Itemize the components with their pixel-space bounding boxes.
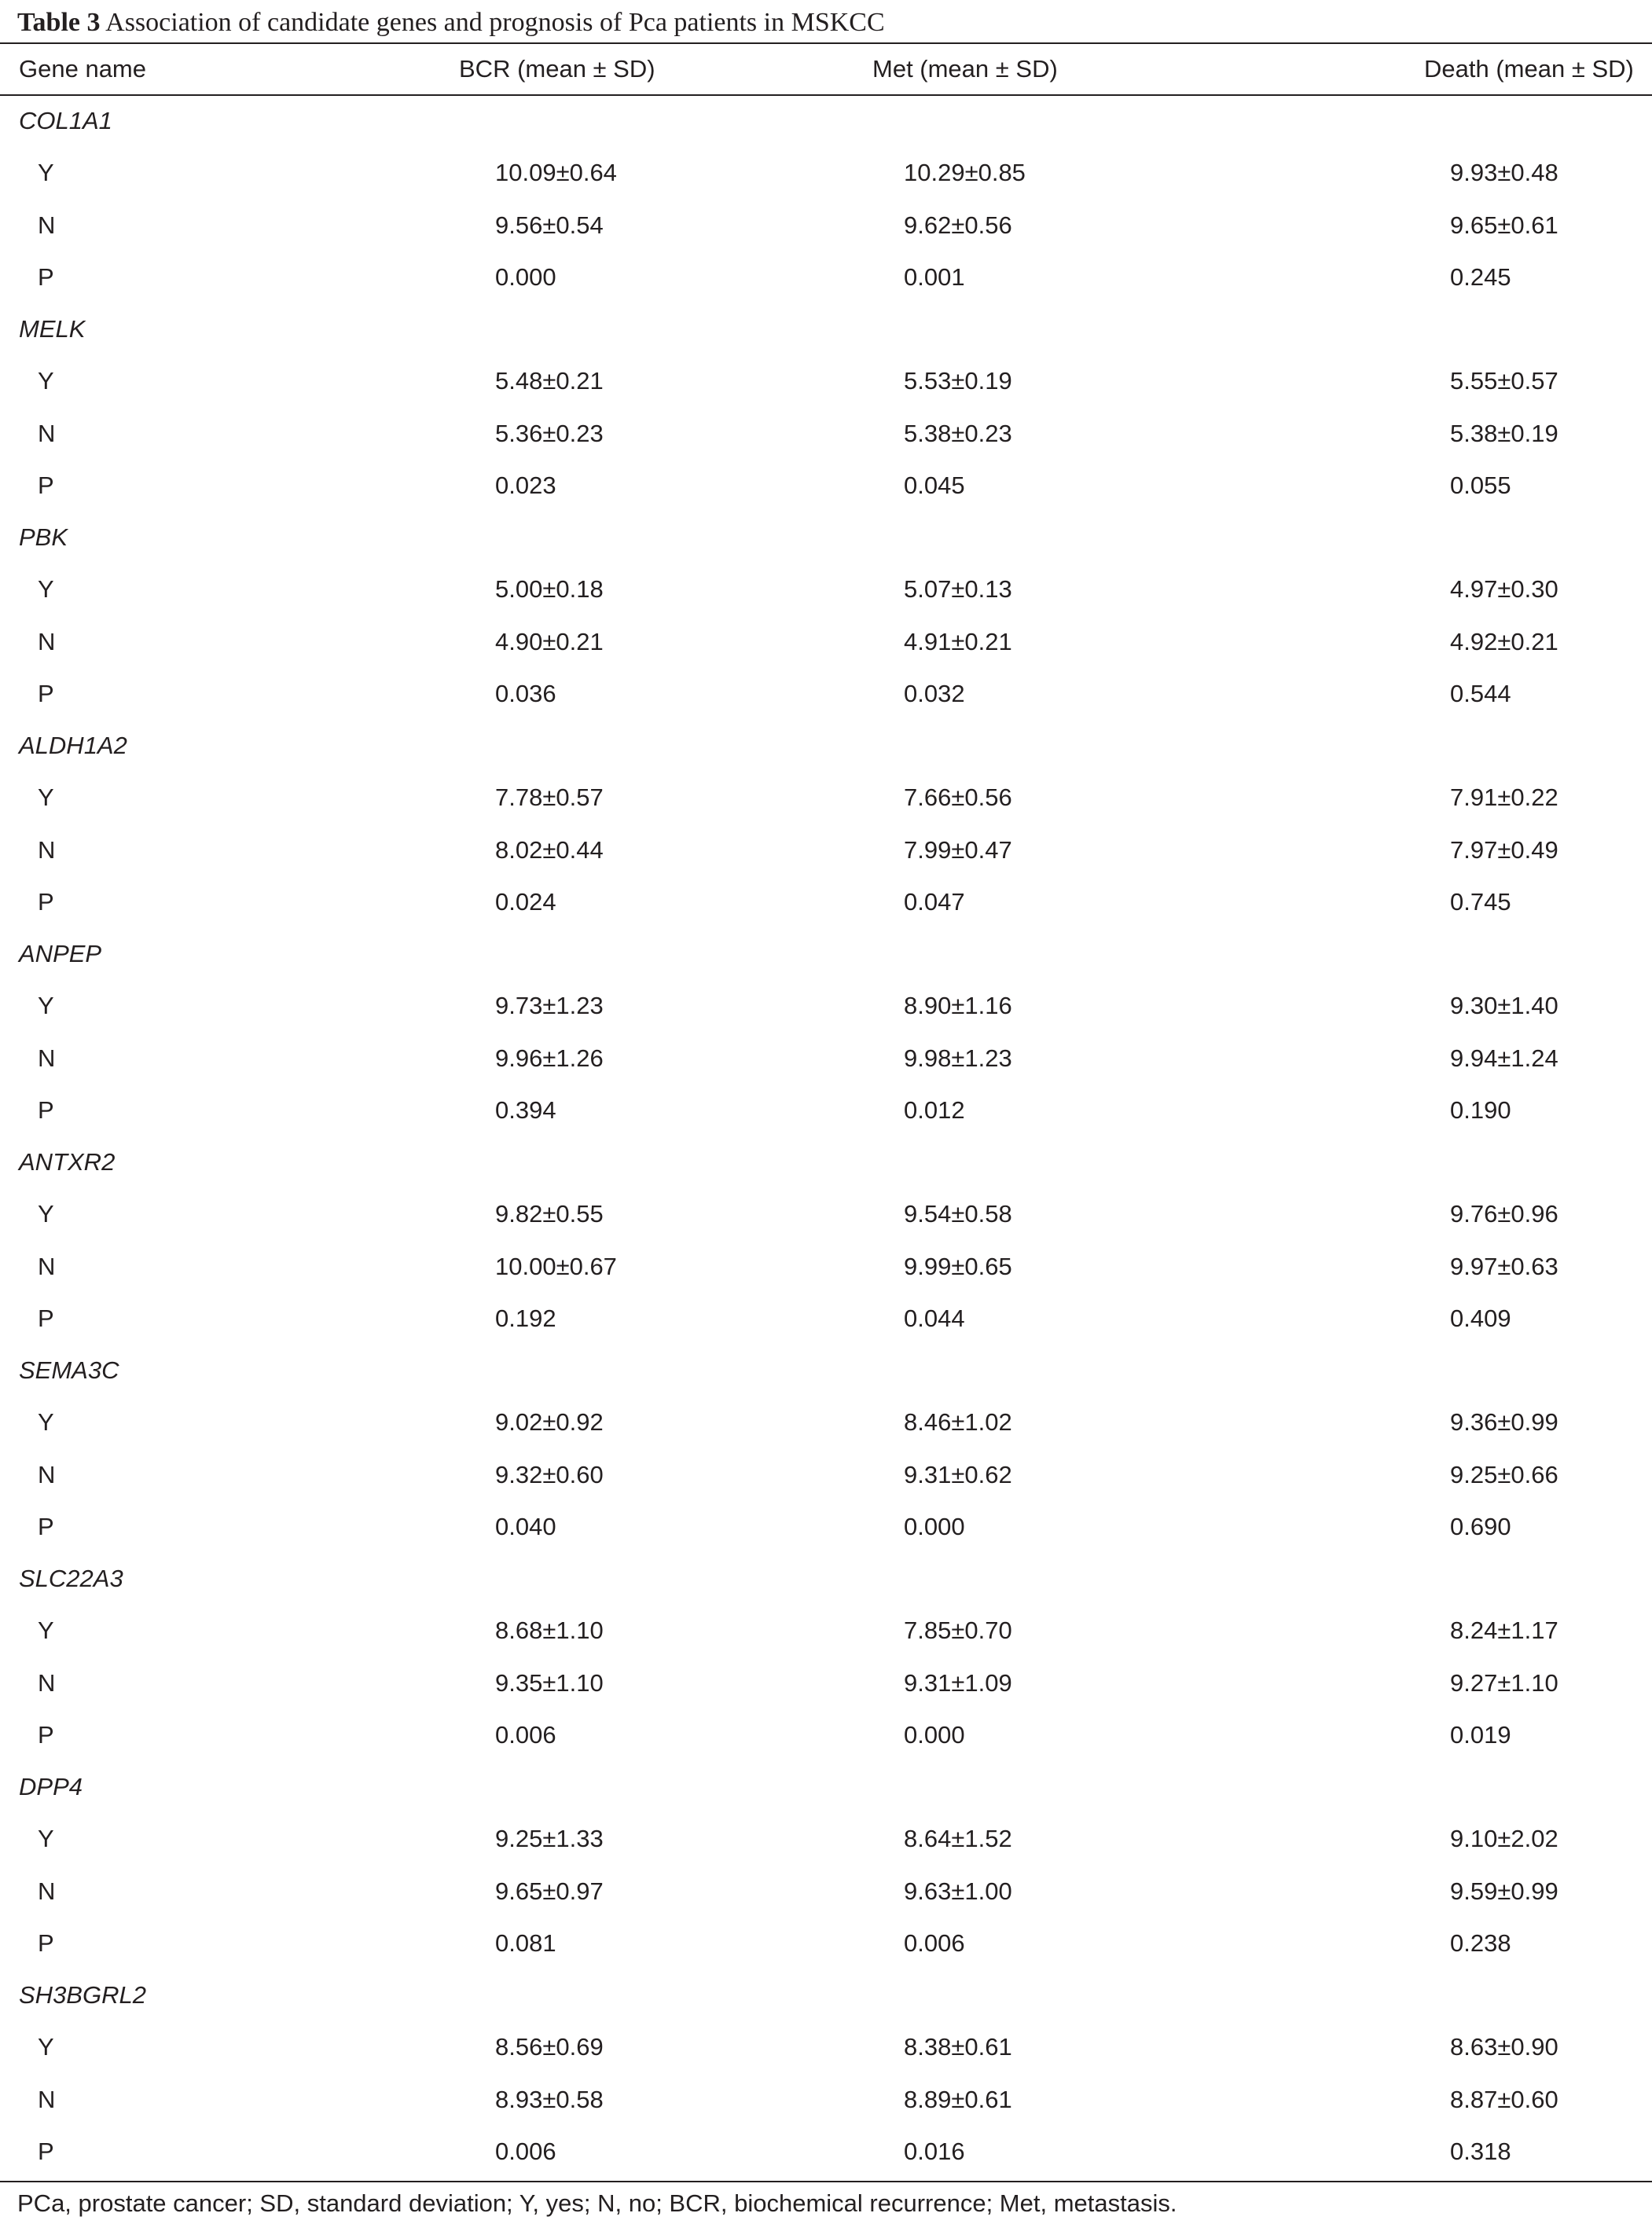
table-caption-text: Association of candidate genes and prognosis of Pca patients in MSKCC	[105, 8, 885, 37]
death-value-cell: 4.97±0.30	[1450, 575, 1558, 604]
gene-group-row	[0, 1345, 1652, 1396]
gene-name-cell: PBK	[19, 523, 68, 552]
death-value-cell: 9.65±0.61	[1450, 211, 1558, 239]
gene-group-row	[0, 95, 1652, 147]
bcr-value-cell: 4.90±0.21	[495, 627, 604, 655]
gene-group-row	[0, 512, 1652, 563]
row-label-cell: N	[38, 627, 56, 655]
met-value-cell: 7.85±0.70	[904, 1617, 1012, 1645]
met-value-cell: 8.38±0.61	[904, 2033, 1012, 2061]
table-row	[0, 1657, 1652, 1709]
row-label-cell: Y	[38, 1825, 54, 1853]
met-value-cell: 0.006	[904, 1929, 965, 1957]
death-value-cell: 7.91±0.22	[1450, 784, 1558, 812]
row-label-cell: N	[38, 835, 56, 864]
gene-prognosis-table	[0, 42, 1652, 2178]
bcr-value-cell: 9.56±0.54	[495, 211, 604, 239]
table-row	[0, 1605, 1652, 1657]
death-value-cell: 0.745	[1450, 887, 1511, 916]
bcr-value-cell: 9.65±0.97	[495, 1877, 604, 1905]
death-value-cell: 9.94±1.24	[1450, 1044, 1558, 1072]
death-value-cell: 8.24±1.17	[1450, 1617, 1558, 1645]
table-row	[0, 1501, 1652, 1553]
bcr-value-cell: 8.93±0.58	[495, 2085, 604, 2113]
death-value-cell: 9.10±2.02	[1450, 1825, 1558, 1853]
met-value-cell: 8.90±1.16	[904, 992, 1012, 1020]
met-value-cell: 0.000	[904, 1512, 965, 1540]
row-label-cell: Y	[38, 1200, 54, 1228]
death-value-cell: 8.87±0.60	[1450, 2085, 1558, 2113]
bcr-value-cell: 9.73±1.23	[495, 992, 604, 1020]
death-value-cell: 0.690	[1450, 1512, 1511, 1540]
table-header-row	[0, 42, 1652, 95]
column-header-met: Met (mean ± SD)	[872, 54, 1058, 83]
met-value-cell: 9.54±0.58	[904, 1200, 1012, 1228]
table-row	[0, 147, 1652, 199]
bcr-value-cell: 0.024	[495, 887, 556, 916]
row-label-cell: P	[38, 1720, 54, 1749]
gene-group-row	[0, 720, 1652, 772]
table-row	[0, 2074, 1652, 2126]
row-label-cell: P	[38, 2137, 54, 2165]
bcr-value-cell: 0.036	[495, 679, 556, 707]
gene-group-row	[0, 928, 1652, 980]
death-value-cell: 9.27±1.10	[1450, 1668, 1558, 1697]
table-row	[0, 668, 1652, 720]
gene-name-cell: ANTXR2	[19, 1148, 116, 1176]
met-value-cell: 0.045	[904, 471, 965, 499]
death-value-cell: 0.238	[1450, 1929, 1511, 1957]
death-value-cell: 7.97±0.49	[1450, 835, 1558, 864]
bcr-value-cell: 9.96±1.26	[495, 1044, 604, 1072]
met-value-cell: 9.31±1.09	[904, 1668, 1012, 1697]
table-row	[0, 1396, 1652, 1448]
death-value-cell: 5.38±0.19	[1450, 419, 1558, 447]
row-label-cell: P	[38, 471, 54, 499]
table-row	[0, 1033, 1652, 1084]
bcr-value-cell: 5.36±0.23	[495, 419, 604, 447]
bcr-value-cell: 8.02±0.44	[495, 835, 604, 864]
gene-group-row	[0, 303, 1652, 355]
row-label-cell: Y	[38, 159, 54, 187]
death-value-cell: 9.36±0.99	[1450, 1408, 1558, 1437]
row-label-cell: P	[38, 1512, 54, 1540]
row-label-cell: N	[38, 419, 56, 447]
row-label-cell: P	[38, 679, 54, 707]
bcr-value-cell: 0.006	[495, 2137, 556, 2165]
row-label-cell: P	[38, 1095, 54, 1124]
table-row	[0, 1188, 1652, 1240]
table-row	[0, 1293, 1652, 1345]
met-value-cell: 9.99±0.65	[904, 1252, 1012, 1280]
bcr-value-cell: 0.040	[495, 1512, 556, 1540]
row-label-cell: Y	[38, 2033, 54, 2061]
row-label-cell: N	[38, 1460, 56, 1488]
death-value-cell: 9.25±0.66	[1450, 1460, 1558, 1488]
death-value-cell: 9.97±0.63	[1450, 1252, 1558, 1280]
table-row	[0, 2126, 1652, 2178]
table-row	[0, 824, 1652, 876]
met-value-cell: 4.91±0.21	[904, 627, 1012, 655]
bcr-value-cell: 8.68±1.10	[495, 1617, 604, 1645]
death-value-cell: 0.318	[1450, 2137, 1511, 2165]
row-label-cell: Y	[38, 992, 54, 1020]
table-caption	[17, 3, 885, 42]
table-row	[0, 1449, 1652, 1501]
table-row	[0, 460, 1652, 512]
table-row	[0, 1813, 1652, 1865]
table-row	[0, 355, 1652, 407]
row-label-cell: Y	[38, 367, 54, 395]
death-value-cell: 0.409	[1450, 1304, 1511, 1332]
table-row	[0, 1241, 1652, 1293]
death-value-cell: 0.544	[1450, 679, 1511, 707]
row-label-cell: N	[38, 211, 56, 239]
bcr-value-cell: 9.02±0.92	[495, 1408, 604, 1437]
met-value-cell: 8.64±1.52	[904, 1825, 1012, 1853]
bcr-value-cell: 0.006	[495, 1720, 556, 1749]
bcr-value-cell: 0.192	[495, 1304, 556, 1332]
table-row	[0, 1918, 1652, 1969]
gene-group-row	[0, 1761, 1652, 1813]
column-header-bcr: BCR (mean ± SD)	[459, 54, 655, 83]
met-value-cell: 5.53±0.19	[904, 367, 1012, 395]
met-value-cell: 7.99±0.47	[904, 835, 1012, 864]
row-label-cell: P	[38, 1304, 54, 1332]
death-value-cell: 0.190	[1450, 1095, 1511, 1124]
death-value-cell: 9.30±1.40	[1450, 992, 1558, 1020]
gene-group-row	[0, 1136, 1652, 1188]
bcr-value-cell: 9.25±1.33	[495, 1825, 604, 1853]
table-row	[0, 1084, 1652, 1136]
table-body	[0, 95, 1652, 2178]
row-label-cell: Y	[38, 1617, 54, 1645]
row-label-cell: N	[38, 1044, 56, 1072]
row-label-cell: P	[38, 262, 54, 291]
row-label-cell: N	[38, 1877, 56, 1905]
column-header-death: Death (mean ± SD)	[1424, 54, 1634, 83]
bcr-value-cell: 5.48±0.21	[495, 367, 604, 395]
table-row	[0, 772, 1652, 824]
bcr-value-cell: 0.394	[495, 1095, 556, 1124]
bcr-value-cell: 0.000	[495, 262, 556, 291]
met-value-cell: 9.31±0.62	[904, 1460, 1012, 1488]
bcr-value-cell: 10.00±0.67	[495, 1252, 617, 1280]
met-value-cell: 5.07±0.13	[904, 575, 1012, 604]
met-value-cell: 7.66±0.56	[904, 784, 1012, 812]
row-label-cell: Y	[38, 1408, 54, 1437]
table-row	[0, 876, 1652, 928]
table-row	[0, 2021, 1652, 2073]
met-value-cell: 10.29±0.85	[904, 159, 1026, 187]
met-value-cell: 0.047	[904, 887, 965, 916]
met-value-cell: 0.016	[904, 2137, 965, 2165]
bcr-value-cell: 7.78±0.57	[495, 784, 604, 812]
table-row	[0, 200, 1652, 251]
table-caption-label: Table 3	[17, 8, 101, 37]
death-value-cell: 0.245	[1450, 262, 1511, 291]
met-value-cell: 9.63±1.00	[904, 1877, 1012, 1905]
row-label-cell: N	[38, 1668, 56, 1697]
bcr-value-cell: 0.081	[495, 1929, 556, 1957]
death-value-cell: 0.055	[1450, 471, 1511, 499]
met-value-cell: 8.46±1.02	[904, 1408, 1012, 1437]
met-value-cell: 0.044	[904, 1304, 965, 1332]
bcr-value-cell: 9.32±0.60	[495, 1460, 604, 1488]
column-header-gene-name: Gene name	[19, 54, 146, 83]
row-label-cell: N	[38, 2085, 56, 2113]
met-value-cell: 9.98±1.23	[904, 1044, 1012, 1072]
table-row	[0, 616, 1652, 668]
death-value-cell: 0.019	[1450, 1720, 1511, 1749]
death-value-cell: 9.93±0.48	[1450, 159, 1558, 187]
met-value-cell: 0.032	[904, 679, 965, 707]
row-label-cell: P	[38, 887, 54, 916]
met-value-cell: 0.012	[904, 1095, 965, 1124]
bcr-value-cell: 8.56±0.69	[495, 2033, 604, 2061]
met-value-cell: 0.001	[904, 262, 965, 291]
met-value-cell: 8.89±0.61	[904, 2085, 1012, 2113]
met-value-cell: 0.000	[904, 1720, 965, 1749]
bcr-value-cell: 9.82±0.55	[495, 1200, 604, 1228]
gene-name-cell: SLC22A3	[19, 1565, 123, 1593]
gene-name-cell: MELK	[19, 315, 86, 343]
gene-group-row	[0, 1553, 1652, 1605]
gene-name-cell: SH3BGRL2	[19, 1981, 146, 2009]
row-label-cell: N	[38, 1252, 56, 1280]
table-row	[0, 408, 1652, 460]
table-footnote: PCa, prostate cancer; SD, standard deviation; Y, yes; N, no; BCR, biochemical recurrence; Met, metastasis.	[17, 2189, 1177, 2217]
gene-group-row	[0, 1969, 1652, 2021]
death-value-cell: 4.92±0.21	[1450, 627, 1558, 655]
gene-name-cell: COL1A1	[19, 107, 112, 135]
met-value-cell: 5.38±0.23	[904, 419, 1012, 447]
bcr-value-cell: 9.35±1.10	[495, 1668, 604, 1697]
bcr-value-cell: 5.00±0.18	[495, 575, 604, 604]
table-bottom-rule	[0, 2181, 1652, 2182]
gene-name-cell: ANPEP	[19, 940, 102, 968]
table-row	[0, 251, 1652, 303]
table-row	[0, 980, 1652, 1032]
gene-name-cell: DPP4	[19, 1773, 83, 1801]
gene-name-cell: ALDH1A2	[19, 732, 127, 760]
death-value-cell: 5.55±0.57	[1450, 367, 1558, 395]
table-row	[0, 1866, 1652, 1918]
gene-name-cell: SEMA3C	[19, 1356, 119, 1385]
death-value-cell: 8.63±0.90	[1450, 2033, 1558, 2061]
row-label-cell: Y	[38, 784, 54, 812]
death-value-cell: 9.59±0.99	[1450, 1877, 1558, 1905]
met-value-cell: 9.62±0.56	[904, 211, 1012, 239]
table-row	[0, 1709, 1652, 1761]
row-label-cell: P	[38, 1929, 54, 1957]
table-row	[0, 563, 1652, 615]
row-label-cell: Y	[38, 575, 54, 604]
bcr-value-cell: 0.023	[495, 471, 556, 499]
death-value-cell: 9.76±0.96	[1450, 1200, 1558, 1228]
bcr-value-cell: 10.09±0.64	[495, 159, 617, 187]
